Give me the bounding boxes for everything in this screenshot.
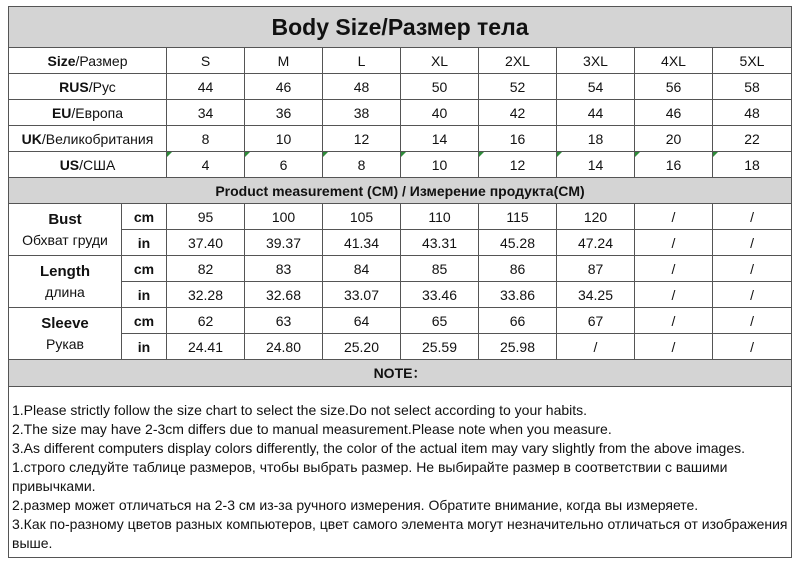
region-label: US/США [9, 152, 167, 178]
table-cell: 16 [479, 126, 557, 152]
table-cell: 4 [167, 152, 245, 178]
table-cell: 32.28 [167, 282, 245, 308]
note-line: 3.Как по-разному цветов разных компьютеров, цвет самого элемента могут незначительно отличаться от изображения выше. [12, 516, 788, 551]
table-cell: 18 [713, 152, 792, 178]
table-cell: 43.31 [401, 230, 479, 256]
region-label: EU/Европа [9, 100, 167, 126]
measurement-label-length: Length длина [9, 256, 122, 308]
unit-label: cm [122, 308, 167, 334]
unit-label: in [122, 230, 167, 256]
table-cell: 84 [323, 256, 401, 282]
table-cell: 38 [323, 100, 401, 126]
table-cell: 54 [557, 74, 635, 100]
table-cell: 14 [557, 152, 635, 178]
table-cell: 24.80 [245, 334, 323, 360]
table-cell: 10 [401, 152, 479, 178]
table-cell: / [635, 282, 713, 308]
table-cell: 42 [479, 100, 557, 126]
unit-label: in [122, 282, 167, 308]
table-cell: 95 [167, 204, 245, 230]
table-cell: 52 [479, 74, 557, 100]
table-cell: 8 [167, 126, 245, 152]
note-line: 2.размер может отличаться на 2-3 см из-за ручного измерения. Обратите внимание, когда вы измеряете. [12, 497, 699, 513]
size-cell: S [167, 48, 245, 74]
table-cell: 66 [479, 308, 557, 334]
table-cell: / [635, 308, 713, 334]
table-cell: 25.59 [401, 334, 479, 360]
note-line: 1.Please strictly follow the size chart to select the size.Do not select according to your habits. [12, 402, 588, 418]
table-cell: 47.24 [557, 230, 635, 256]
region-row-uk [9, 126, 792, 152]
table-cell: 33.86 [479, 282, 557, 308]
table-cell: 115 [479, 204, 557, 230]
measurement-row-bust-cm [9, 204, 792, 230]
table-cell: 64 [323, 308, 401, 334]
notes-block [9, 397, 792, 558]
table-cell: 65 [401, 308, 479, 334]
table-cell: 39.37 [245, 230, 323, 256]
table-cell: / [713, 204, 792, 230]
size-chart [8, 6, 791, 558]
measurement-row-sleeve-cm [9, 308, 792, 334]
table-cell: 37.40 [167, 230, 245, 256]
table-cell: 33.07 [323, 282, 401, 308]
measurement-label-bust: Bust Обхват груди [9, 204, 122, 256]
table-cell: 48 [323, 74, 401, 100]
table-cell: 33.46 [401, 282, 479, 308]
table-cell: 46 [245, 74, 323, 100]
table-cell: 58 [713, 74, 792, 100]
table-cell: 22 [713, 126, 792, 152]
note-line: 1.строго следуйте таблице размеров, чтобы выбрать размер. Не выбирайте размер в соответствии с вашими привычками. [12, 459, 728, 494]
region-label: UK/Великобритания [9, 126, 167, 152]
chart-title: Body Size/Размер тела [9, 7, 792, 48]
unit-label: in [122, 334, 167, 360]
table-cell: 83 [245, 256, 323, 282]
table-cell: / [713, 256, 792, 282]
note-line: 2.The size may have 2-3cm differs due to manual measurement.Please note when you measure. [12, 421, 612, 437]
table-cell: 62 [167, 308, 245, 334]
table-cell: 12 [479, 152, 557, 178]
measurement-label-sleeve: Sleeve Рукав [9, 308, 122, 360]
table-cell: 18 [557, 126, 635, 152]
table-cell: 16 [635, 152, 713, 178]
table-cell: / [713, 230, 792, 256]
table-cell: 87 [557, 256, 635, 282]
size-table [8, 6, 792, 558]
table-cell: 36 [245, 100, 323, 126]
table-cell: / [713, 308, 792, 334]
table-cell: 34.25 [557, 282, 635, 308]
table-cell: 50 [401, 74, 479, 100]
section-title: Product measurement (CM) / Измерение продукта(CM) [9, 178, 792, 204]
table-cell: 44 [167, 74, 245, 100]
region-label: RUS/Рус [9, 74, 167, 100]
size-cell: XL [401, 48, 479, 74]
size-header-label: Size/Размер [9, 48, 167, 74]
note-spacer [9, 387, 792, 398]
size-cell: 5XL [713, 48, 792, 74]
table-cell: 20 [635, 126, 713, 152]
measurement-row-sleeve-in [9, 334, 792, 360]
table-cell: 40 [401, 100, 479, 126]
table-cell: 32.68 [245, 282, 323, 308]
region-row-us [9, 152, 792, 178]
table-cell: 67 [557, 308, 635, 334]
table-cell: 86 [479, 256, 557, 282]
note-title: NOTE： [9, 360, 792, 387]
table-cell: / [635, 334, 713, 360]
table-cell: 34 [167, 100, 245, 126]
table-cell: 8 [323, 152, 401, 178]
table-cell: 48 [713, 100, 792, 126]
size-cell: 3XL [557, 48, 635, 74]
table-cell: / [557, 334, 635, 360]
size-cell: 2XL [479, 48, 557, 74]
table-cell: / [635, 256, 713, 282]
table-cell: 10 [245, 126, 323, 152]
table-cell: / [635, 230, 713, 256]
measurement-row-bust-in [9, 230, 792, 256]
table-cell: / [713, 334, 792, 360]
table-cell: 105 [323, 204, 401, 230]
table-cell: 100 [245, 204, 323, 230]
table-cell: 63 [245, 308, 323, 334]
table-cell: 46 [635, 100, 713, 126]
table-cell: 25.98 [479, 334, 557, 360]
table-cell: / [713, 282, 792, 308]
table-cell: 6 [245, 152, 323, 178]
table-cell: 120 [557, 204, 635, 230]
table-cell: 24.41 [167, 334, 245, 360]
table-cell: 41.34 [323, 230, 401, 256]
region-row-eu [9, 100, 792, 126]
table-cell: 110 [401, 204, 479, 230]
unit-label: cm [122, 256, 167, 282]
size-cell: L [323, 48, 401, 74]
region-row-rus [9, 74, 792, 100]
table-cell: 44 [557, 100, 635, 126]
table-cell: 12 [323, 126, 401, 152]
size-header-row [9, 48, 792, 74]
unit-label: cm [122, 204, 167, 230]
table-cell: 45.28 [479, 230, 557, 256]
table-cell: 82 [167, 256, 245, 282]
measurement-row-length-cm [9, 256, 792, 282]
table-cell: / [635, 204, 713, 230]
table-cell: 85 [401, 256, 479, 282]
table-cell: 25.20 [323, 334, 401, 360]
note-line: 3.As different computers display colors differently, the color of the actual item may vary slightly from the above images. [12, 440, 746, 456]
size-cell: 4XL [635, 48, 713, 74]
table-cell: 14 [401, 126, 479, 152]
size-cell: M [245, 48, 323, 74]
table-cell: 56 [635, 74, 713, 100]
measurement-row-length-in [9, 282, 792, 308]
